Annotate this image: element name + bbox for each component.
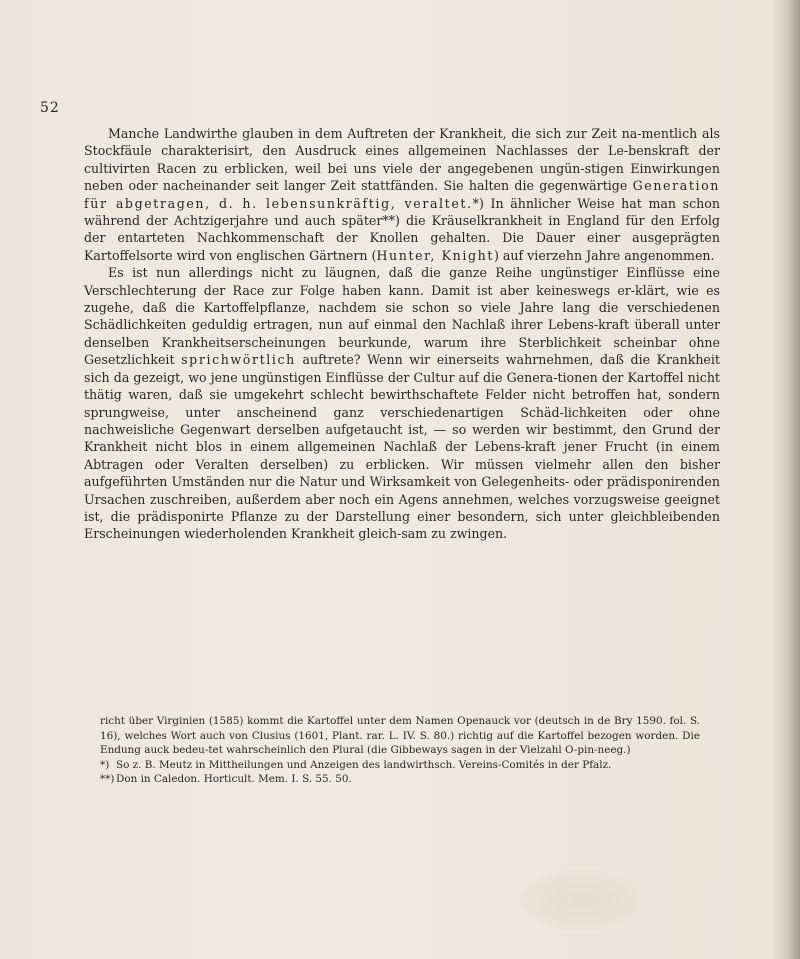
paragraph-2-part-3: auftrete? Wenn wir einerseits wahrnehmen, daß die Krankheit sich da gezeigt, wo jene ungünstigen Einflüsse der Cultur auf die Genera-tionen der Kartoffel nicht thätig waren, daß sie umgekehrt schlecht bewirthschaftete Felder nicht betroffen hat, sondern sprungweise, unter anscheinend ganz verschiedenartigen Schäd-lichkeiten oder ohne nachweisliche Gegenwart derselben aufgetaucht ist, — so werden wir bestimmt, den Grund der Krankheit nicht blos in einem allgemeinen Nachlaß der Lebens-kraft jener Frucht (in einem Abtragen oder Veralten derselben) zu erblicken. Wir müssen vielmehr allen den bisher aufgeführten Umständen nur die Natur und Wirksamkeit von Gelegenheits- oder prädisponirenden Ursachen zuschreiben, außerdem aber noch ein Agens annehmen, welches vorzugsweise geeignet ist, die prädisponirte Pflanze zu der Darstellung einer besondern, sich unter gleichbleibenden Erscheinungen wiederholenden Krankheit gleich-sam zu zwingen. xyxy=(84,352,720,542)
paragraph-2 xyxy=(84,264,720,543)
paragraph-1-part-5: ) auf vierzehn Jahre angenommen. xyxy=(493,247,715,263)
footnote-2-mark: **) xyxy=(100,773,115,786)
footnotes xyxy=(100,714,700,787)
footnote-1-text: So z. B. Meutz in Mittheilungen und Anzeigen des landwirthsch. Vereins-Comités in der Pfalz. xyxy=(116,758,612,771)
footnote-2-text: Don in Caledon. Horticult. Mem. I. S. 55. 50. xyxy=(116,773,352,786)
footnote-1-mark: *) xyxy=(100,758,110,771)
page-number: 52 xyxy=(40,100,60,116)
paper-stain xyxy=(520,870,640,930)
spaced-names-hunter-knight: Hunter, Knight xyxy=(376,247,494,263)
page-edge-shadow xyxy=(772,0,800,959)
footnote-1 xyxy=(100,758,700,773)
footnote-2 xyxy=(100,772,700,787)
spaced-word-sprichwoertlich: sprichwörtlich xyxy=(181,352,296,368)
paragraph-1 xyxy=(84,125,720,264)
footnote-continuation: richt über Virginien (1585) kommt die Kartoffel unter dem Namen Openauck vor (deutsch in de Bry 1590. fol. S. 16), welches Wort auch von Clusius (1601, Plant. rar. L. IV. S. 80.) richtig auf die Kartoffel bezogen worden. Die Endung auck bedeu-tet wahrscheinlich den Plural (die Gibbeways sagen in der Vielzahl O-pin-neeg.) xyxy=(100,715,700,757)
paragraph-2-part-1: Es ist nun allerdings nicht zu läugnen, daß die ganze Reihe ungünstiger Einflüsse eine Verschlechterung der Race zur Folge haben kann. Damit ist aber keineswegs er-klärt, wie es zugehe, daß die Kartoffelpflanze, nachdem sie schon so viele Jahre lang die verschiedenen Schädlichkeiten geduldig ertragen, nun auf einmal den Nachlaß ihrer Lebens-kraft überall unter denselben Krankheitserscheinungen beurkunde, warum ihre Sterblichkeit scheinbar ohne Gesetzlichkeit xyxy=(84,265,720,368)
paragraph-1-part-1: Manche Landwirthe glauben in dem Auftreten der Krankheit, die sich zur Zeit na-mentlich als Stockfäule charakterisirt, den Ausdruck eines allgemeinen Nachlasses der Le-benskraft der cultivirten Racen zu erblicken, weil bei uns viele der angegebenen ungün-stigen Einwirkungen neben oder nacheinander seit langer Zeit stattfänden. Sie halten die gegenwärtige xyxy=(84,126,720,194)
body-text xyxy=(84,125,720,543)
paragraph-1-part-3: *) In ähnlicher Weise hat man schon während der Achtzigerjahre und auch später**) die Kräuselkrankheit in England für den Erfolg der entarteten Nachkommenschaft der Knollen gehalten. Die Dauer einer ausgeprägten Kartoffelsorte wird von englischen Gärtnern ( xyxy=(84,195,720,263)
spaced-phrase-generation: Generation für abgetragen, d. h. lebensunkräftig, veraltet. xyxy=(84,178,720,211)
